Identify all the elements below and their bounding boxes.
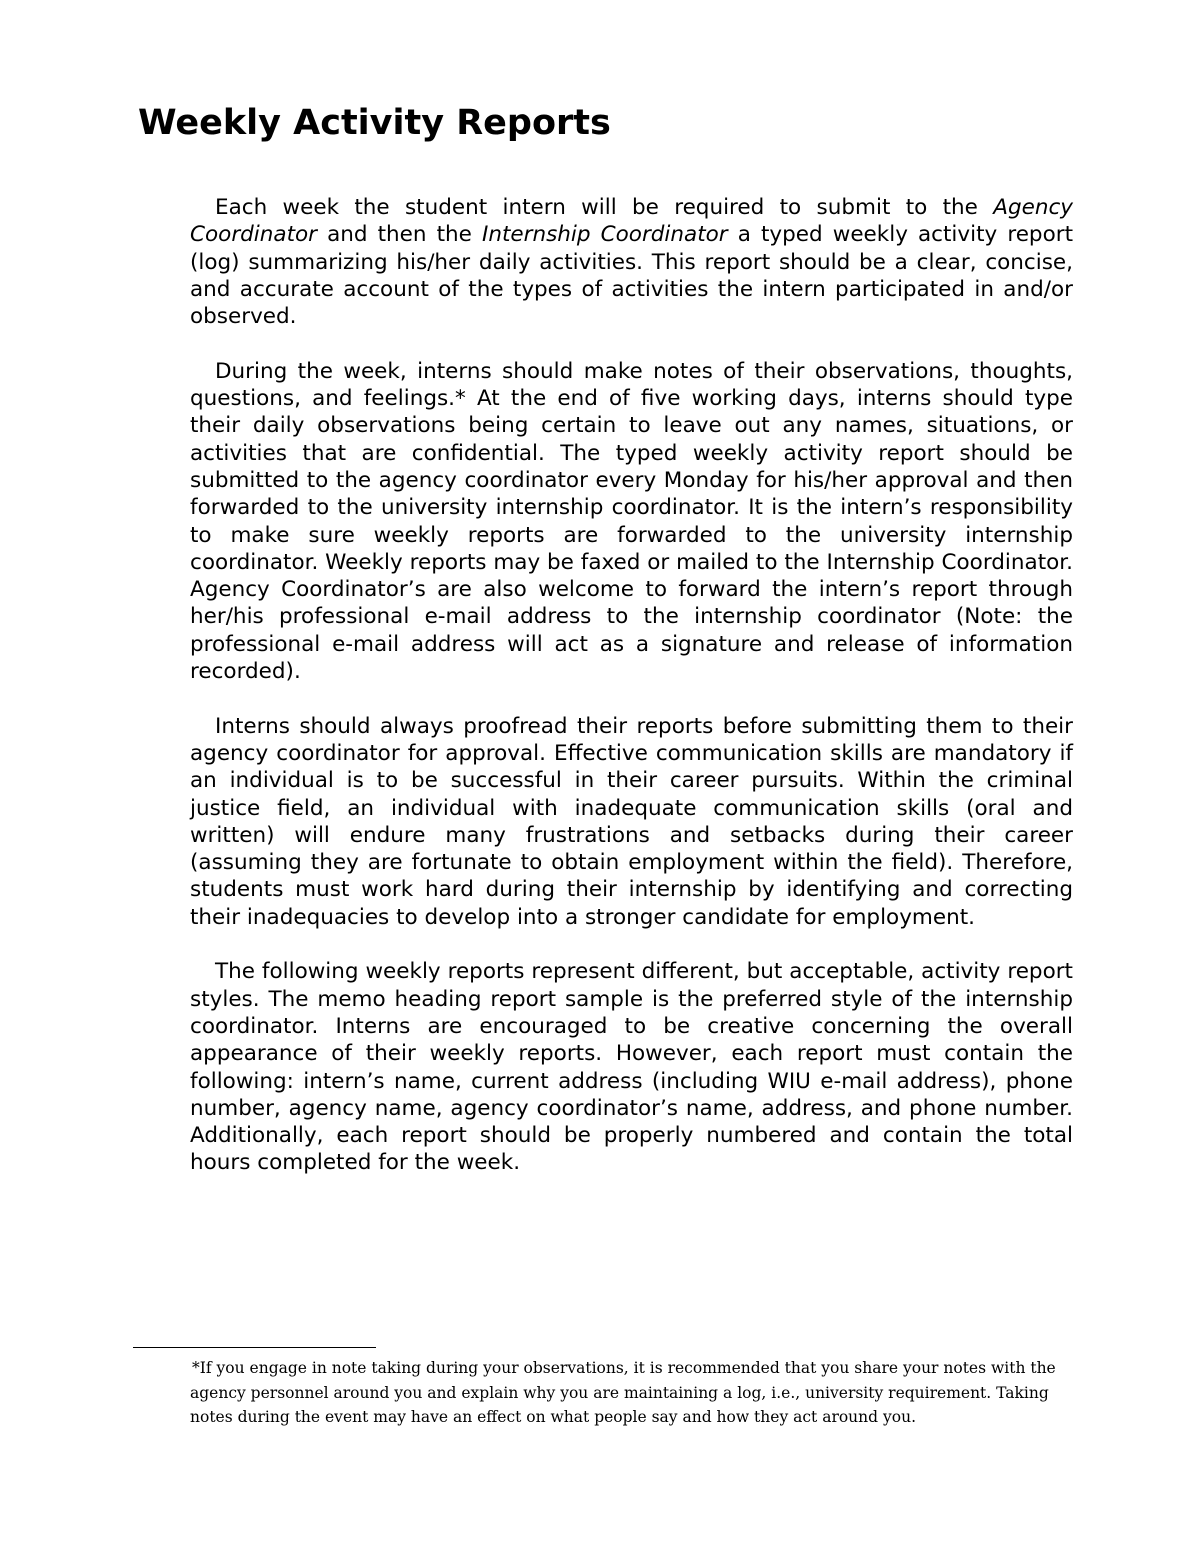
page-title: Weekly Activity Reports: [138, 103, 611, 143]
paragraph-submission: [190, 194, 1073, 330]
footnote: *If you engage in note taking during your observations, it is recommended that you share your notes with the agency personnel around you and explain why you are maintaining a log, i.e., university requirement. Taking notes during the event may have an effect on what people say and how they act around you.: [190, 1359, 1056, 1426]
body-text: [190, 194, 1073, 1204]
footnote-divider: [133, 1347, 376, 1348]
internship-coordinator-term: Internship Coordinator: [482, 222, 728, 248]
paragraph-styles: The following weekly reports represent different, but acceptable, activity report styles. The memo heading report sample is the preferred style of the internship coordinator. Interns are encouraged to be creative concerning the overall appearance of their weekly reports. However, each report must contain the following: intern’s name, current address (including WIU e-mail address), phone number, agency name, agency coordinator’s name, address, and phone number. Additionally, each report should be properly numbered and contain the total hours completed for the week.: [190, 959, 1073, 1176]
paragraph-notes: During the week, interns should make notes of their observations, thoughts, questions, and feelings.* At the end of five working days, interns should type their daily observations being certain to leave out any names, situations, or activities that are confidential. The typed weekly activity report should be submitted to the agency coordinator every Monday for his/her approval and then forwarded to the university internship coordinator. It is the intern’s responsibility to make sure weekly reports are forwarded to the university internship coordinator. Weekly reports may be faxed or mailed to the Internship Coordinator. Agency Coordinator’s are also welcome to forward the intern’s report through her/his professional e-mail address to the internship coordinator (Note: the professional e-mail address will act as a signature and release of information recorded).: [190, 358, 1073, 685]
paragraph-text: Each week the student intern will be required to submit to the: [215, 195, 994, 220]
paragraph-proofread: Interns should always proofread their reports before submitting them to their agency coordinator for approval. Effective communication skills are mandatory if an individual is to be successful in their career pursuits. Within the criminal justice field, an individual with inadequate communication skills (oral and written) will endure many frustrations and setbacks during their career (assuming they are fortunate to obtain employment within the field). Therefore, students must work hard during their internship by identifying and correcting their inadequacies to develop into a stronger candidate for employment.: [190, 713, 1073, 930]
paragraph-text: a typed weekly activity report (log) summarizing his/her daily activities. This report should be a clear, concise, and accurate account of the types of activities the intern participated in and/or observed.: [190, 222, 1074, 330]
agency-coordinator-term: Agency Coordinator: [190, 195, 1073, 248]
paragraph-text: and then the: [317, 222, 482, 248]
